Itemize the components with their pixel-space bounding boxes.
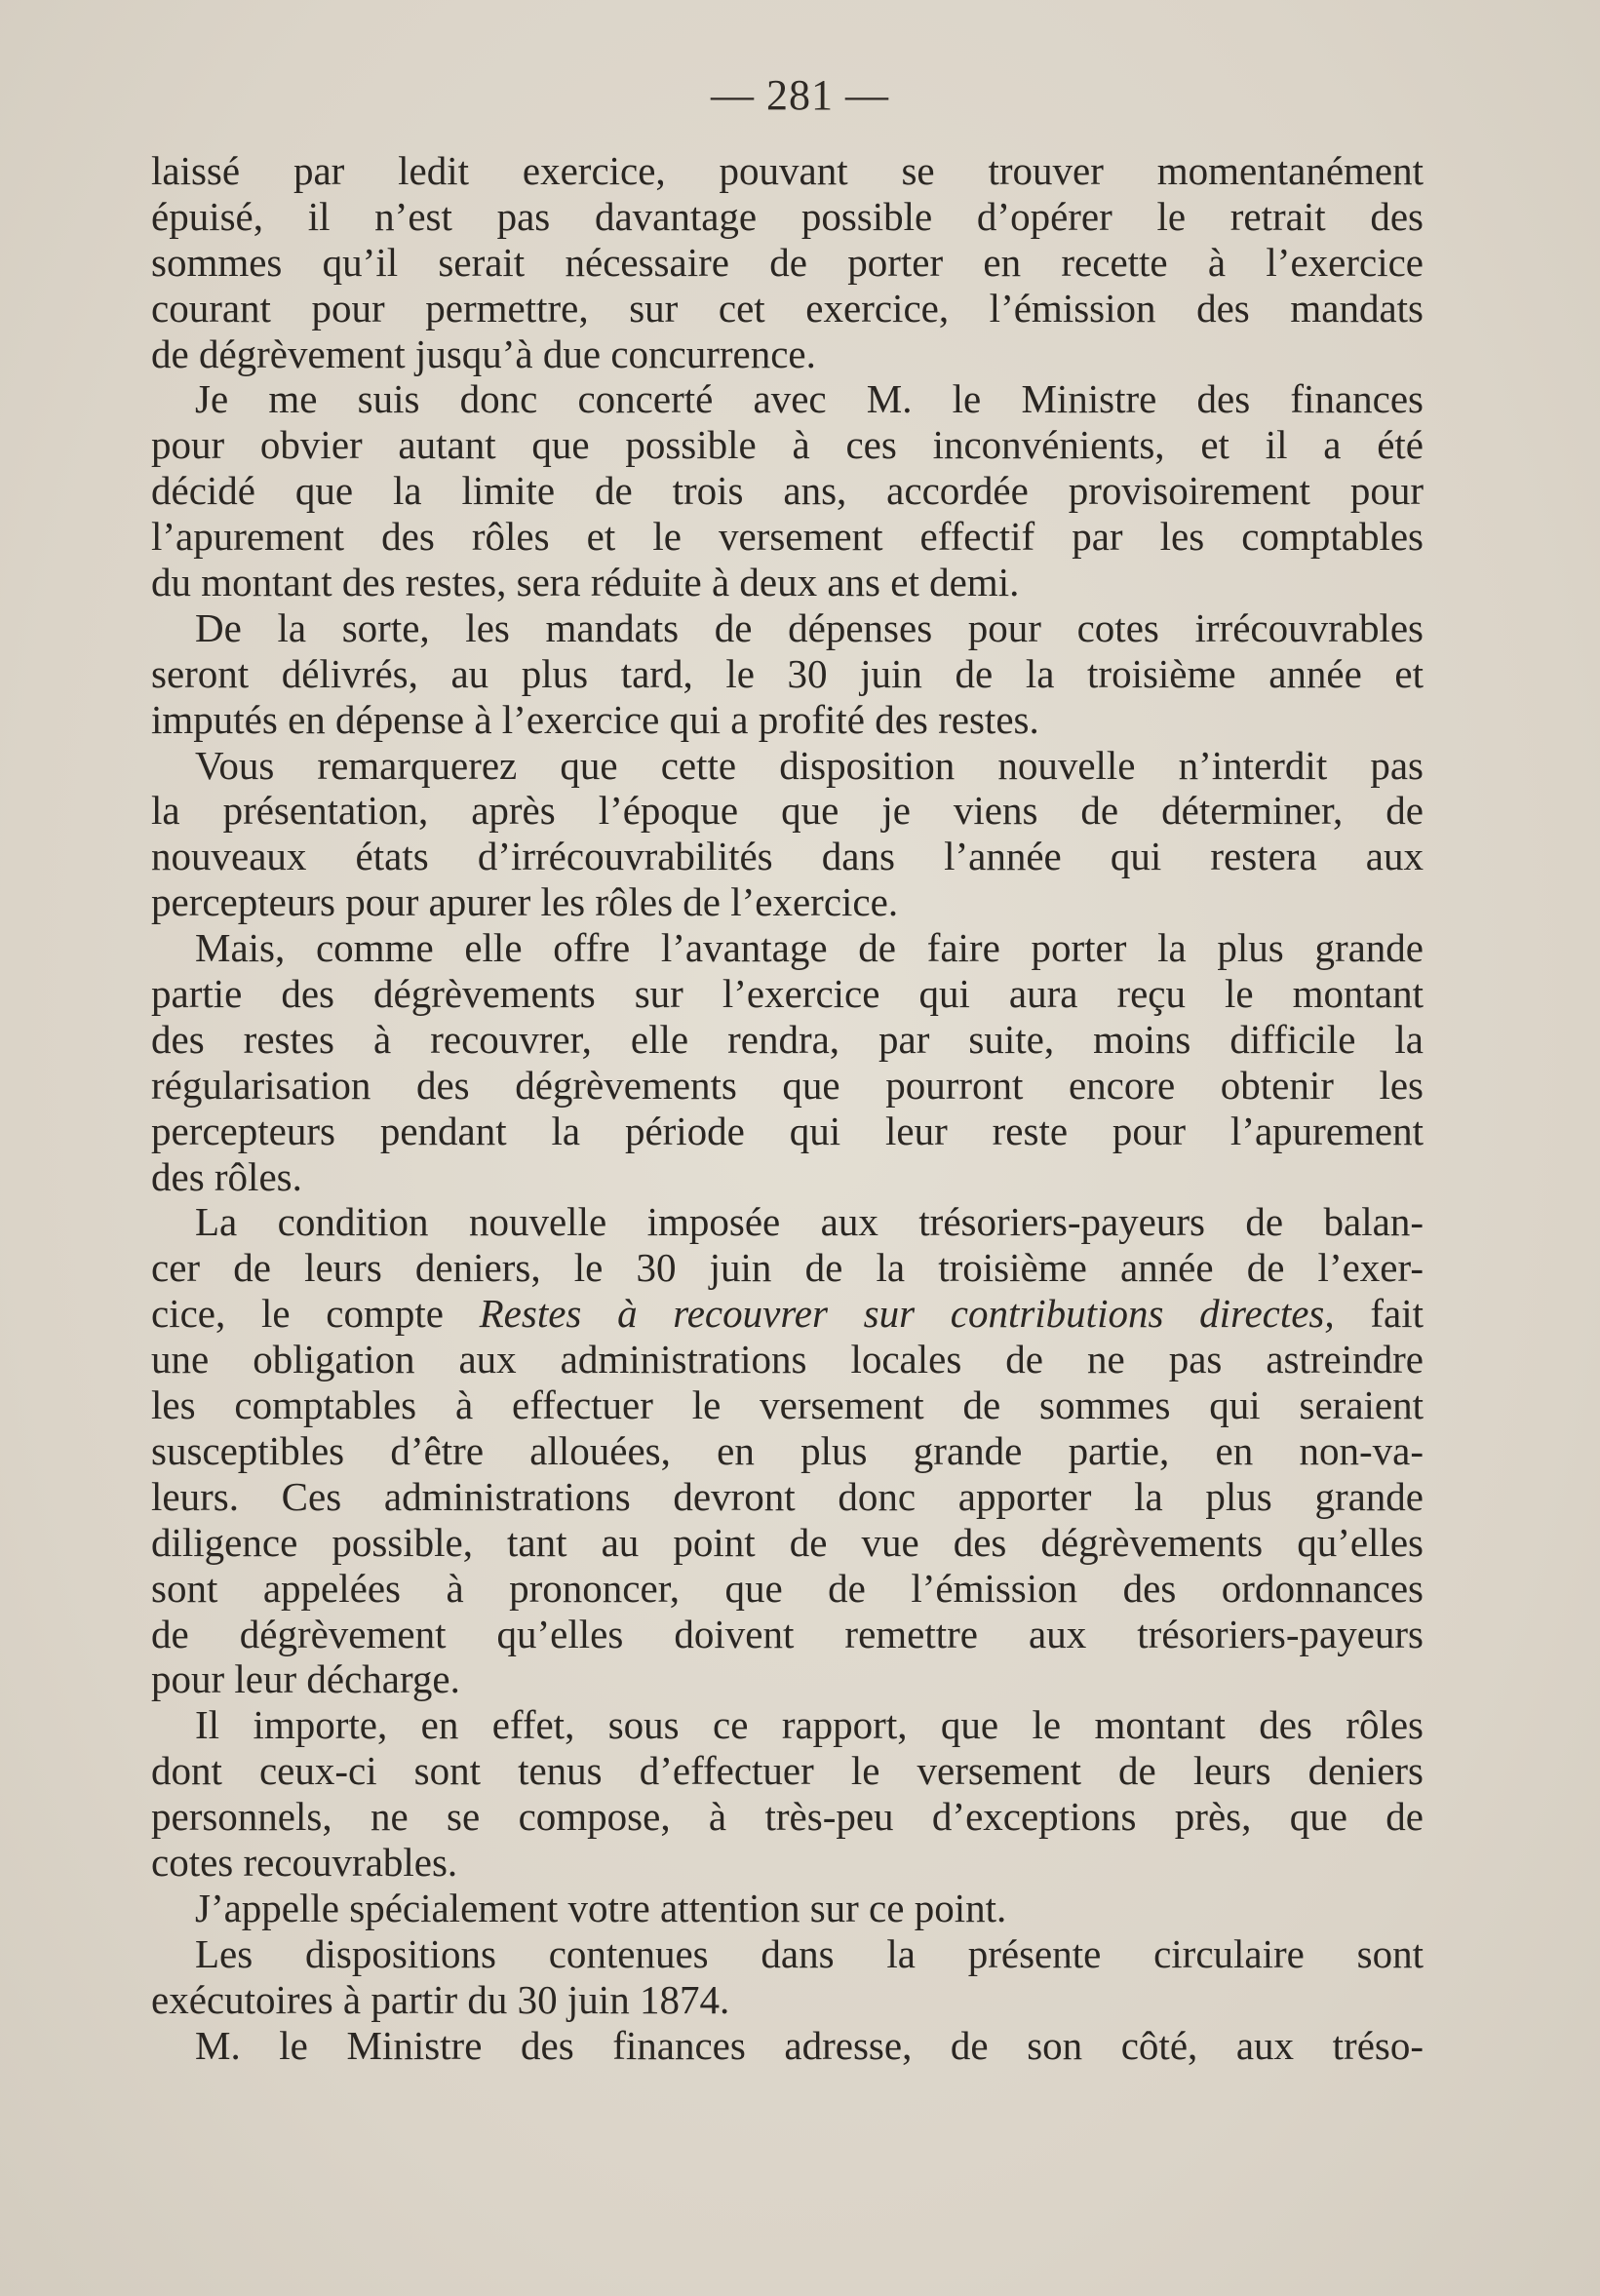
- text-line: décidé que la limite de trois ans, accordée provisoirement pour: [151, 468, 1424, 514]
- text-line: percepteurs pour apurer les rôles de l’exercice.: [151, 879, 899, 925]
- text-segment: fait: [1334, 1291, 1424, 1337]
- text-line: susceptibles d’être allouées, en plus grande partie, en non-va-: [151, 1427, 1424, 1473]
- text-line: Je me suis donc concerté avec M. le Ministre des finances: [195, 376, 1424, 422]
- text-line: imputés en dépense à l’exercice qui a profité des restes.: [151, 696, 1039, 742]
- text-line: pour leur décharge.: [151, 1656, 460, 1702]
- text-line: De la sorte, les mandats de dépenses pour cotes irrécouvrables: [195, 604, 1424, 650]
- text-line: percepteurs pendant la période qui leur reste pour l’apurement: [151, 1108, 1424, 1153]
- text-line: de dégrèvement jusqu’à due concurrence.: [151, 331, 816, 376]
- text-line: cotes recouvrables.: [151, 1839, 458, 1885]
- text-line: la présentation, après l’époque que je viens de déterminer, de: [151, 788, 1424, 834]
- text-line: personnels, ne se compose, à très-peu d’exceptions près, que de: [151, 1794, 1424, 1840]
- text-line: des rôles.: [151, 1153, 302, 1199]
- text-line: seront délivrés, au plus tard, le 30 juin de la troisième année et: [151, 650, 1424, 696]
- text-line: l’apurement des rôles et le versement effectif par les comptables: [151, 514, 1424, 560]
- text-line: La condition nouvelle imposée aux trésoriers-payeurs de balan-: [195, 1199, 1424, 1245]
- text-line: une obligation aux administrations locales de ne pas astreindre: [151, 1337, 1424, 1382]
- text-line: M. le Ministre des finances adresse, de son côté, aux tréso-: [195, 2022, 1424, 2068]
- text-line: de dégrèvement qu’elles doivent remettre aux trésoriers-payeurs: [151, 1611, 1424, 1656]
- page-number: — 281 —: [711, 71, 889, 119]
- text-line: cer de leurs deniers, le 30 juin de la troisième année de l’exer-: [151, 1245, 1424, 1291]
- text-line: Vous remarquerez que cette disposition nouvelle n’interdit pas: [195, 742, 1424, 788]
- text-line: épuisé, il n’est pas davantage possible d’opérer le retrait des: [151, 193, 1424, 239]
- text-line: sont appelées à prononcer, que de l’émission des ordonnances: [151, 1565, 1424, 1611]
- text-line: les comptables à effectuer le versement de sommes qui seraient: [151, 1382, 1424, 1428]
- text-line: nouveaux états d’irrécouvrabilités dans l’année qui restera aux: [151, 834, 1424, 879]
- text-line: pour obvier autant que possible à ces inconvénients, et il a été: [151, 422, 1424, 468]
- text-line: sommes qu’il serait nécessaire de porter en recette à l’exercice: [151, 239, 1424, 285]
- text-line: partie des dégrèvements sur l’exercice qui aura reçu le montant: [151, 971, 1424, 1017]
- text-line: diligence possible, tant au point de vue des dégrèvements qu’elles: [151, 1519, 1424, 1565]
- text-line: courant pour permettre, sur cet exercice, l’émission des mandats: [151, 285, 1424, 331]
- text-segment: cice, le compte: [151, 1291, 480, 1337]
- text-line: du montant des restes, sera réduite à deux ans et demi.: [151, 560, 1020, 605]
- body-text: [151, 148, 1424, 2068]
- text-line: Mais, comme elle offre l’avantage de faire porter la plus grande: [195, 925, 1424, 971]
- text-line: Il importe, en effet, sous ce rapport, que le montant des rôles: [195, 1702, 1424, 1748]
- text-line: [151, 1291, 1424, 1337]
- text-line: leurs. Ces administrations devront donc apporter la plus grande: [151, 1473, 1424, 1519]
- text-line: exécutoires à partir du 30 juin 1874.: [151, 1976, 730, 2022]
- text-line: des restes à recouvrer, elle rendra, par suite, moins difficile la: [151, 1016, 1424, 1062]
- text-line: Les dispositions contenues dans la présente circulaire sont: [195, 1930, 1424, 1976]
- text-line: régularisation des dégrèvements que pourront encore obtenir les: [151, 1062, 1424, 1108]
- text-line: dont ceux-ci sont tenus d’effectuer le versement de leurs deniers: [151, 1748, 1424, 1794]
- italic-text: Restes à recouvrer sur contributions directes,: [479, 1291, 1335, 1337]
- text-line: laissé par ledit exercice, pouvant se trouver momentanément: [151, 148, 1424, 193]
- text-line: J’appelle spécialement votre attention sur ce point.: [195, 1885, 1007, 1930]
